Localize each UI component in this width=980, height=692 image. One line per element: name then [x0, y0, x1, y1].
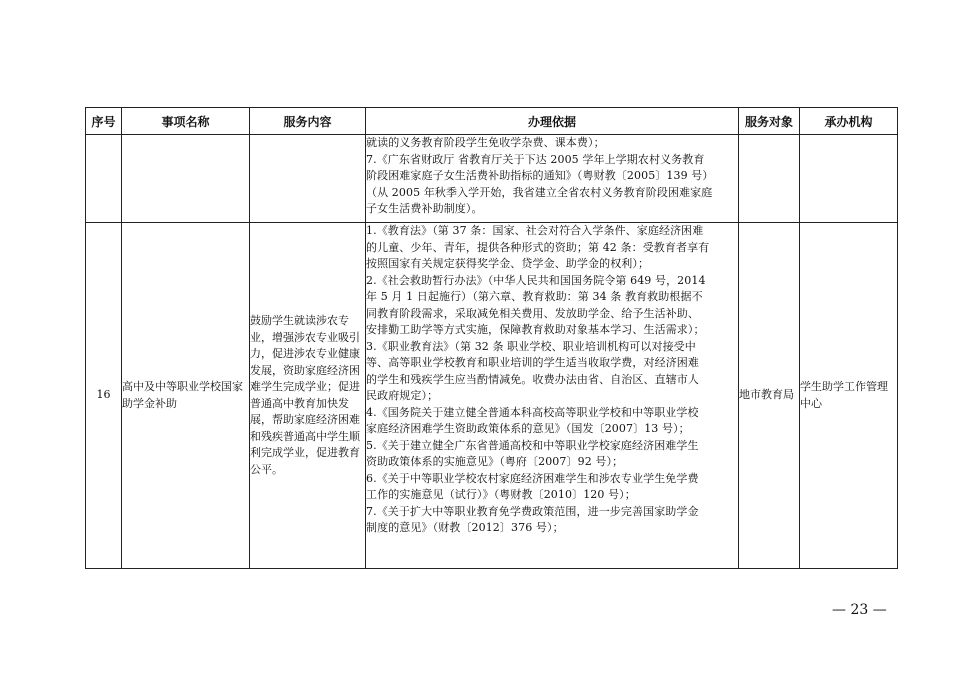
row-basis [366, 223, 739, 569]
row-agency [800, 135, 898, 223]
basis-line: 2.《社会救助暂行办法》（中华人民共和国国务院令第 649 号，2014 [366, 273, 706, 287]
header-agency: 承办机构 [800, 108, 898, 135]
table-header-row [86, 108, 898, 135]
row-agency: 学生助学工作管理中心 [800, 223, 898, 569]
basis-line: 7.《广东省财政厅 省教育厅关于下达 2005 学年上学期农村义务教育 [366, 152, 705, 166]
header-service-target: 服务对象 [739, 108, 800, 135]
basis-line: 7.《关于扩大中等职业教育免学费政策范围，进一步完善国家助学金 [366, 504, 699, 518]
basis-line: 就读的义务教育阶段学生免收学杂费、课本费）； [366, 136, 605, 149]
basis-line: 5.《关于建立健全广东省普通高校和中等职业学校家庭经济困难学生 [366, 438, 699, 452]
table-row [86, 135, 898, 223]
page-number: — 23 — [832, 602, 887, 618]
row-seq: 16 [86, 223, 122, 569]
row-basis [366, 135, 739, 223]
header-service-content: 服务内容 [250, 108, 366, 135]
header-item-name: 事项名称 [122, 108, 250, 135]
row-service-target [739, 135, 800, 223]
row-service-content: 鼓励学生就读涉农专业，增强涉农专业吸引力，促进涉农专业健康发展，资助家庭经济困难学生完成学业；促进普通高中教育加快发展，帮助家庭经济困难和残疾普通高中学生顺利完成学业，促进教育公平。 [250, 223, 366, 569]
basis-line: 按照国家有关规定获得奖学金、贷学金、助学金的权利）； [366, 257, 650, 270]
service-items-table [85, 107, 898, 569]
basis-line: 制度的意见》（财教〔2012〕376 号）； [366, 521, 564, 534]
basis-line: 资助政策体系的实施意见》（粤府〔2007〕92 号）； [366, 455, 624, 468]
basis-line: 子女生活费补助制度）。 [366, 202, 483, 215]
basis-line: 年 5 月 1 日起施行）（第六章、教育救助：第 34 条 教育救助根据不 [366, 290, 703, 303]
row-item-name [122, 135, 250, 223]
basis-line: 3.《职业教育法》（第 32 条 职业学校、职业培训机构可以对接受中 [366, 339, 696, 353]
header-basis: 办理依据 [366, 108, 739, 135]
row-item-name: 高中及中等职业学校国家助学金补助 [122, 223, 250, 569]
basis-line: 等、高等职业学校教育和职业培训的学生适当收取学费，对经济困难 [366, 356, 699, 369]
row-service-target: 地市教育局 [739, 223, 800, 569]
basis-line: 同教育阶段需求，采取减免相关费用、发放助学金、给予生活补助、 [366, 306, 699, 320]
row-service-content [250, 135, 366, 223]
header-seq: 序号 [86, 108, 122, 135]
basis-line: 工作的实施意见（试行）》（粤财教〔2010〕120 号）； [366, 488, 636, 501]
basis-line: 安排勤工助学等方式实施，保障教育救助对象基本学习、生活需求）； [366, 323, 705, 336]
table-row [86, 223, 898, 569]
basis-line: 1.《教育法》（第 37 条：国家、社会对符合入学条件、家庭经济困难 [366, 224, 704, 237]
row-seq [86, 135, 122, 223]
basis-line: 阶段困难家庭子女生活费补助指标的通知》（粤财教〔2005〕139 号） [366, 169, 714, 182]
basis-line: 4.《国务院关于建立健全普通本科高校高等职业学校和中等职业学校 [366, 405, 699, 419]
basis-line: 家庭经济困难学生资助政策体系的意见》（国发〔2007〕13 号）； [366, 422, 690, 435]
basis-line: 民政府规定）； [366, 389, 439, 402]
basis-line: 的儿童、少年、青年，提供各种形式的资助；第 42 条：受教育者享有 [366, 240, 710, 254]
basis-line: （从 2005 年秋季入学开始，我省建立全省农村义务教育阶段困难家庭 [366, 185, 713, 199]
basis-line: 的学生和残疾学生应当酌情减免。收费办法由省、自治区、直辖市人 [366, 372, 699, 386]
basis-line: 6.《关于中等职业学校农村家庭经济困难学生和涉农专业学生免学费 [366, 471, 699, 485]
